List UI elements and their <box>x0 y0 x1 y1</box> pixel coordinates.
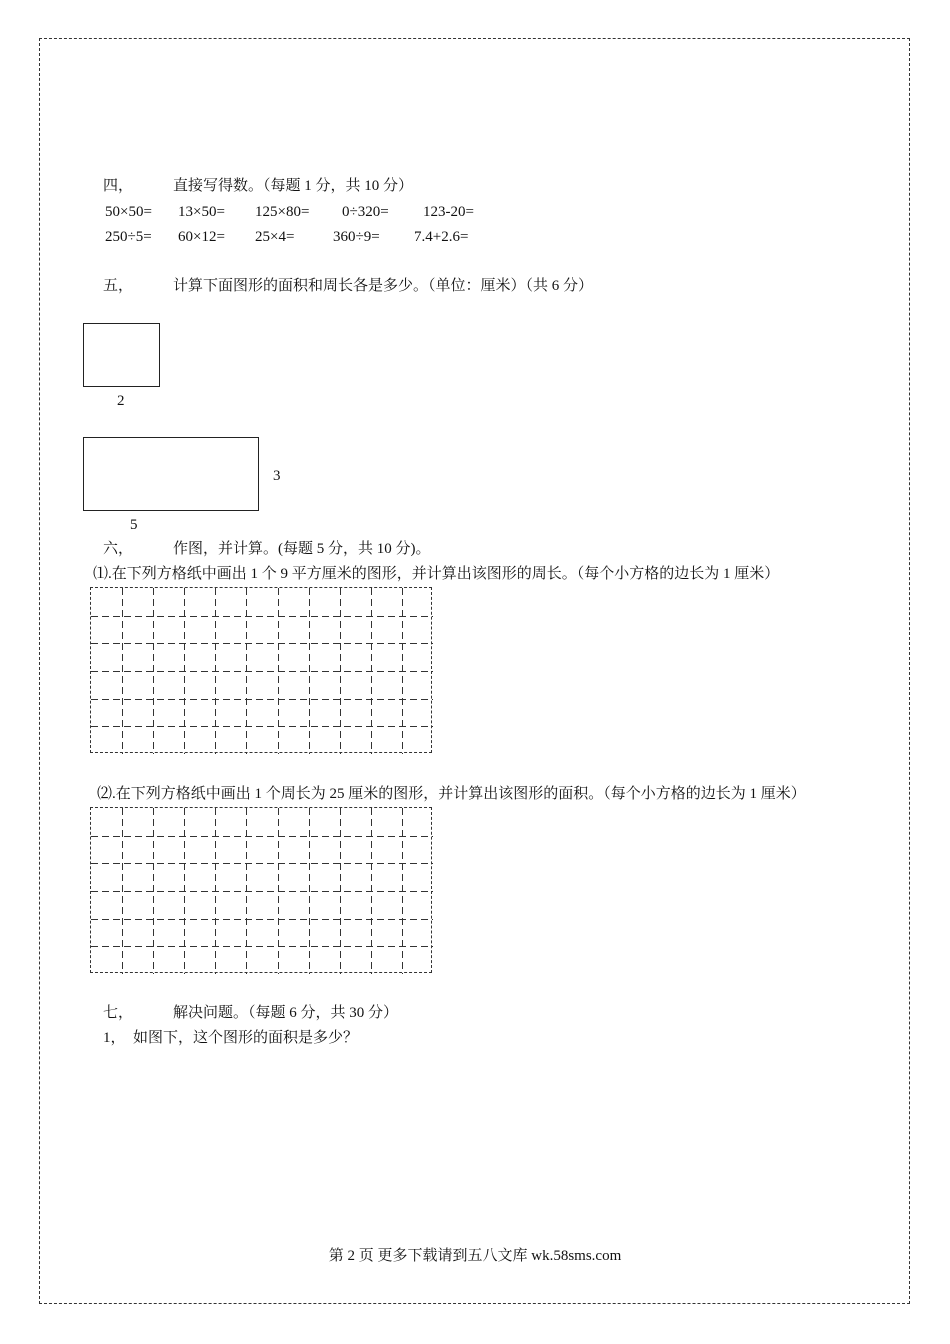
section-7-number: 七， <box>103 1005 134 1021</box>
square-figure <box>83 323 160 387</box>
grid-paper-1 <box>90 587 432 753</box>
section-6-heading <box>103 540 431 558</box>
calc-1-4: 7.4+2.6= <box>414 229 469 245</box>
section-4-title: 直接写得数。（每题 1 分，共 10 分） <box>173 178 414 194</box>
rectangle-figure <box>83 437 259 511</box>
calc-1-0: 250÷5= <box>105 229 152 245</box>
calc-1-3: 360÷9= <box>333 229 380 245</box>
section-7-heading <box>103 1004 398 1022</box>
section-5-title: 计算下面图形的面积和周长各是多少。（单位：厘米）（共 6 分） <box>173 278 594 294</box>
question-6-2: ⑵.在下列方格纸中画出 1 个周长为 25 厘米的图形，并计算出该图形的面积。（每个小方格的边长为 1 厘米） <box>97 786 806 802</box>
section-6-number: 六， <box>103 541 134 557</box>
calc-0-3: 0÷320= <box>342 204 389 220</box>
grid-paper-2 <box>90 807 432 973</box>
grid-lines <box>91 588 433 754</box>
square-side-label: 2 <box>117 393 125 409</box>
calc-0-4: 123-20= <box>423 204 474 220</box>
question-7-1: 1， 如图下，这个图形的面积是多少？ <box>103 1030 359 1046</box>
calc-0-0: 50×50= <box>105 204 152 220</box>
section-4-number: 四， <box>103 178 134 194</box>
calc-1-1: 60×12= <box>178 229 225 245</box>
page-footer: 第 2 页 更多下载请到五八文库 wk.58sms.com <box>328 1248 622 1264</box>
section-4-heading <box>103 177 413 195</box>
calc-0-1: 13×50= <box>178 204 225 220</box>
calc-1-2: 25×4= <box>255 229 295 245</box>
section-6-title: 作图，并计算。(每题 5 分，共 10 分)。 <box>173 541 431 557</box>
rectangle-width-label: 5 <box>130 517 138 533</box>
section-5-heading <box>103 277 593 295</box>
calc-0-2: 125×80= <box>255 204 310 220</box>
rectangle-height-label: 3 <box>273 468 281 484</box>
section-7-title: 解决问题。（每题 6 分，共 30 分） <box>173 1005 399 1021</box>
grid-lines <box>91 808 433 974</box>
section-5-number: 五， <box>103 278 134 294</box>
question-6-1: ⑴.在下列方格纸中画出 1 个 9 平方厘米的图形，并计算出该图形的周长。（每个小方格的边长为 1 厘米） <box>93 566 780 582</box>
